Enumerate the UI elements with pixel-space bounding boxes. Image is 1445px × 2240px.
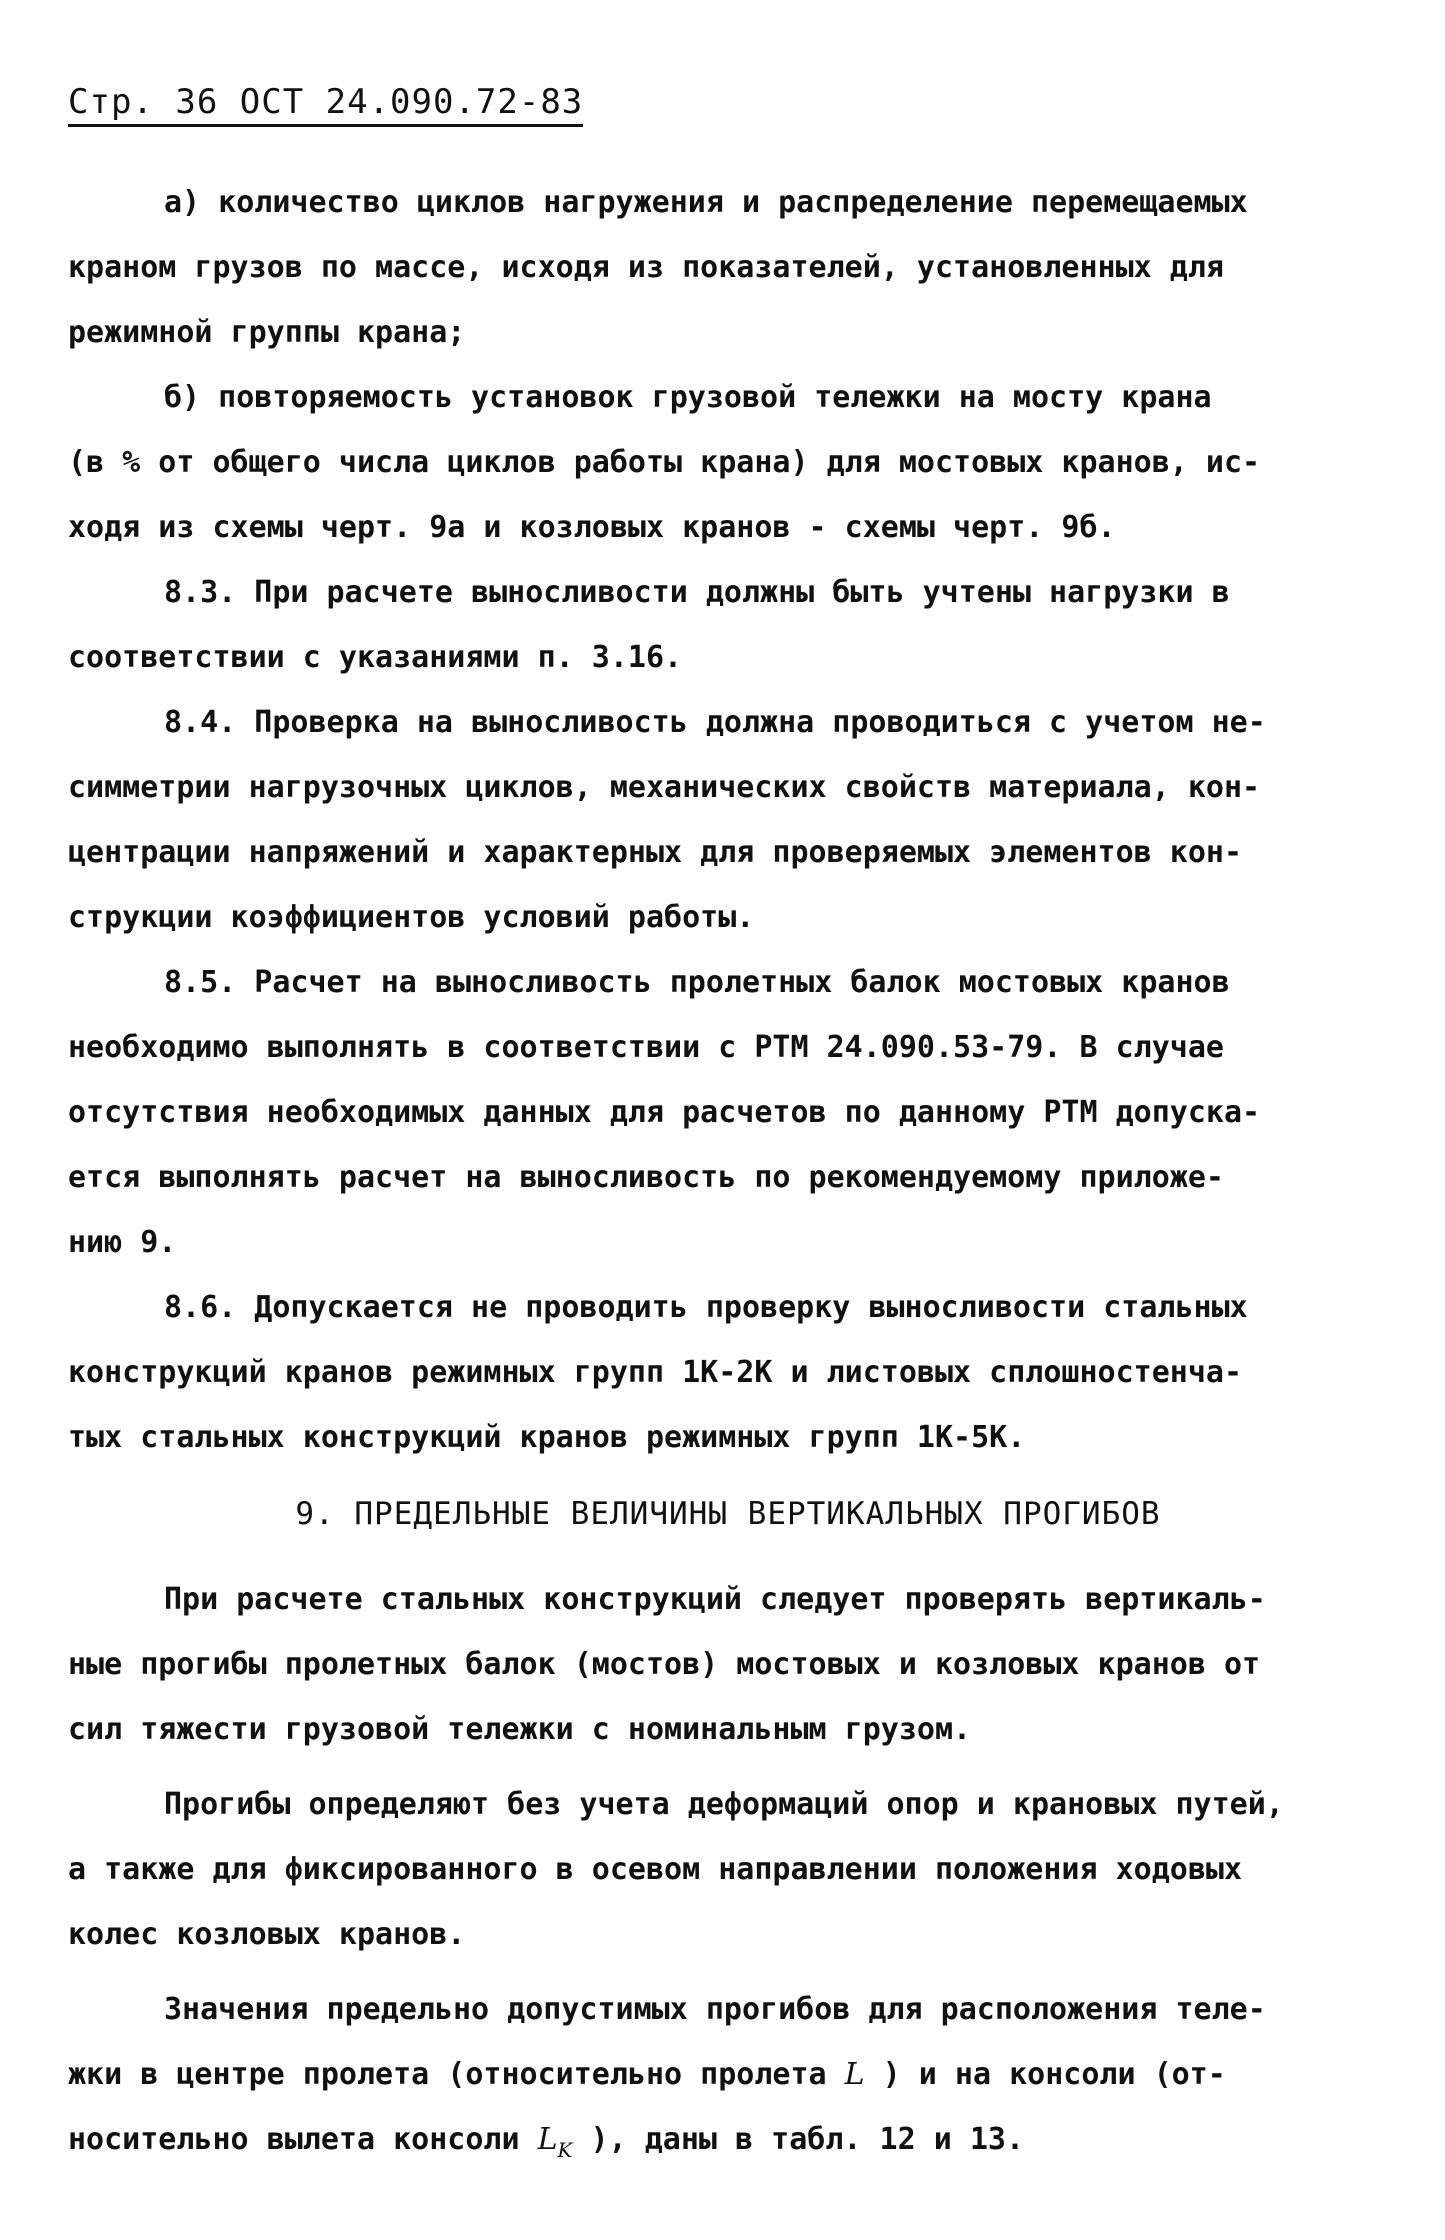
text-line: 8.6. Допускается не проводить проверку выносливости стальных (164, 1290, 1248, 1325)
paragraph-section-2 (68, 1772, 1388, 1967)
paragraph-b (68, 365, 1388, 560)
text-line: а также для фиксированного в осевом направлении положения ходовых (68, 1852, 1242, 1887)
paragraph-section-1 (68, 1567, 1388, 1762)
text-line: сил тяжести грузовой тележки с номинальным грузом. (68, 1712, 972, 1747)
text-line: краном грузов по массе, исходя из показателей, установленных для (68, 250, 1224, 285)
text-fragment: носительно вылета консоли (68, 2122, 538, 2157)
text-line: конструкций кранов режимных групп 1К-2К и листовых сплошностенча- (68, 1355, 1242, 1390)
text-line: а) количество циклов нагружения и распределение перемещаемых (164, 185, 1248, 220)
text-fragment: ) и на консоли (от- (864, 2057, 1226, 2092)
page-header: Стр. 36 ОСТ 24.090.72-83 (68, 82, 583, 127)
symbol-main: L (537, 2122, 558, 2157)
text-line (68, 2042, 1388, 2107)
text-line: ется выполнять расчет на выносливость по рекомендуемому приложе- (68, 1160, 1224, 1195)
text-line: отсутствия необходимых данных для расчетов по данному РТМ допуска- (68, 1095, 1261, 1130)
span-symbol: L (844, 2057, 865, 2092)
paragraph-8-5 (68, 950, 1388, 1275)
text-line: (в % от общего числа циклов работы крана) для мостовых кранов, ис- (68, 445, 1261, 480)
text-line: Прогибы определяют без учета деформаций опор и крановых путей, (164, 1787, 1284, 1822)
text-line: 8.5. Расчет на выносливость пролетных балок мостовых кранов (164, 965, 1230, 1000)
section-heading: 9. ПРЕДЕЛЬНЫЕ ВЕЛИЧИНЫ ВЕРТИКАЛЬНЫХ ПРОГИБОВ (295, 1496, 1161, 1532)
text-line: При расчете стальных конструкций следует проверять вертикаль- (164, 1582, 1266, 1617)
text-line: ные прогибы пролетных балок (мостов) мостовых и козловых кранов от (68, 1647, 1261, 1682)
symbol-subscript: K (557, 2138, 573, 2162)
console-span-symbol (537, 2122, 573, 2162)
text-line: колес козловых кранов. (68, 1917, 466, 1952)
text-line: б) повторяемость установок грузовой тележки на мосту крана (164, 380, 1212, 415)
document-body (68, 170, 1388, 2183)
text-line: ходя из схемы черт. 9а и козловых кранов - схемы черт. 9б. (68, 510, 1116, 545)
text-line: необходимо выполнять в соответствии с РТМ 24.090.53-79. В случае (68, 1030, 1224, 1065)
text-line: симметрии нагрузочных циклов, механических свойств материала, кон- (68, 770, 1261, 805)
text-line: Значения предельно допустимых прогибов для расположения теле- (164, 1992, 1266, 2027)
text-line: центрации напряжений и характерных для проверяемых элементов кон- (68, 835, 1242, 870)
text-fragment: ), даны в табл. 12 и 13. (572, 2122, 1025, 2157)
paragraph-section-3 (68, 1977, 1388, 2183)
text-line: соответствии с указаниями п. 3.16. (68, 640, 683, 675)
text-line: 8.3. При расчете выносливости должны быть учтены нагрузки в (164, 575, 1230, 610)
paragraph-8-6 (68, 1275, 1388, 1470)
text-line (68, 2107, 1388, 2183)
text-fragment: жки в центре пролета (относительно пролета (68, 2057, 845, 2092)
paragraph-8-3 (68, 560, 1388, 690)
text-line: 8.4. Проверка на выносливость должна проводиться с учетом не- (164, 705, 1266, 740)
paragraph-8-4 (68, 690, 1388, 950)
text-line: струкции коэффициентов условий работы. (68, 900, 755, 935)
paragraph-a (68, 170, 1388, 365)
text-line: тых стальных конструкций кранов режимных групп 1К-5К. (68, 1420, 1026, 1455)
text-line: режимной группы крана; (68, 315, 466, 350)
text-line: нию 9. (68, 1225, 177, 1260)
